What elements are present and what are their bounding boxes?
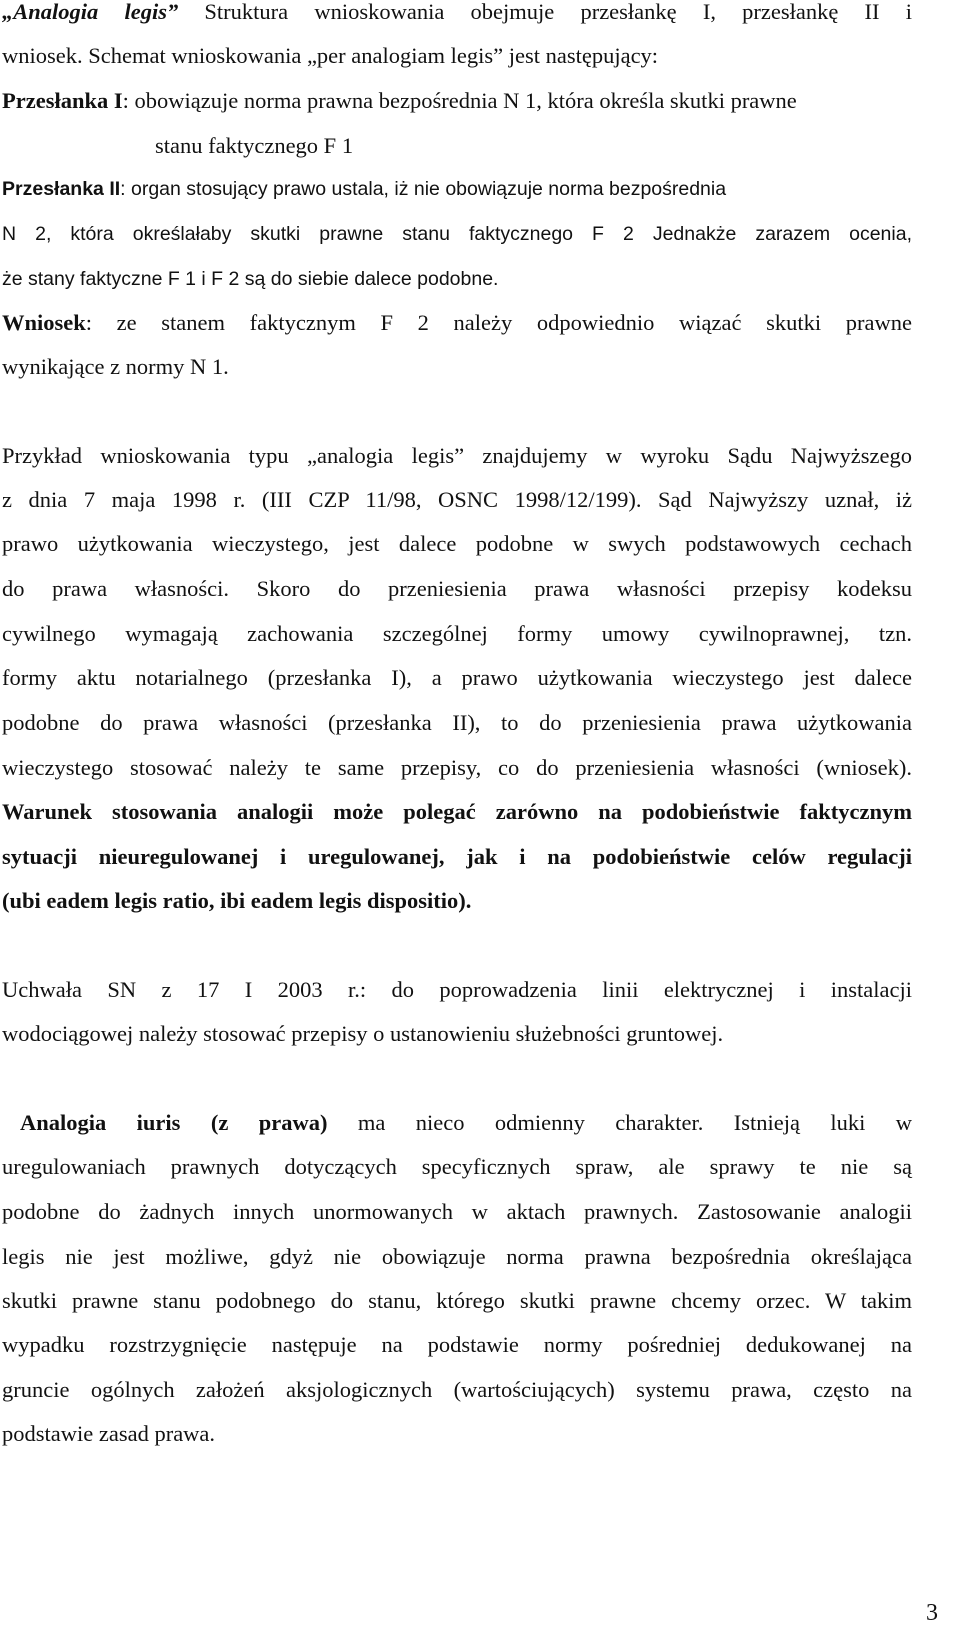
example-line: formy aktu notarialnego (przesłanka I), a prawo użytkowania wieczystego jest dalece [2, 665, 912, 690]
conclusion-line-2: wynikające z normy N 1. [2, 354, 229, 379]
intro-line-1 [2, 0, 912, 27]
example-line: z dnia 7 maja 1998 r. (III CZP 11/98, OSNC 1998/12/199). Sąd Najwyższy uznał, iż [2, 487, 912, 512]
analogia-iuris-term: Analogia iuris (z prawa) [20, 1110, 328, 1135]
premise-1-text-1: : obowiązuje norma prawna bezpośrednia N 1, która określa skutki prawne [122, 88, 797, 113]
analogia-iuris-line: skutki prawne stanu podobnego do stanu, którego skutki prawne chcemy orzec. W takim [2, 1288, 912, 1313]
page-number: 3 [926, 1600, 938, 1626]
example-line: podobne do prawa własności (przesłanka II), to do przeniesienia prawa użytkowania [2, 710, 912, 735]
premise-2-line-1 [2, 174, 912, 204]
resolution-line: Uchwała SN z 17 I 2003 r.: do poprowadzenia linii elektrycznej i instalacji [2, 977, 912, 1002]
analogia-iuris-line: uregulowaniach prawnych dotyczących specyficznych spraw, ale sprawy te nie są [2, 1154, 912, 1179]
premise-2-line-3: że stany faktyczne F 1 i F 2 są do siebie dalece podobne. [2, 268, 499, 290]
analogia-iuris-line-first [20, 1108, 912, 1138]
analogia-iuris-line: legis nie jest możliwe, gdyż nie obowiązuje norma prawna bezpośrednia określająca [2, 1244, 912, 1269]
conclusion-label: Wniosek [2, 310, 86, 335]
example-line: do prawa własności. Skoro do przeniesienia prawa własności przepisy kodeksu [2, 576, 912, 601]
premise-1-label: Przesłanka I [2, 88, 123, 113]
premise-1-line-2: stanu faktycznego F 1 [155, 133, 354, 158]
resolution-line: wodociągowej należy stosować przepisy o ustanowieniu służebności gruntowej. [2, 1021, 724, 1046]
intro-line-2: wniosek. Schemat wnioskowania „per analogiam legis” jest następujący: [2, 43, 659, 68]
analogia-iuris-line: podobne do żadnych innych unormowanych w aktach prawnych. Zastosowanie analogii [2, 1199, 912, 1224]
premise-2-line-2: N 2, która określałaby skutki prawne stanu faktycznego F 2 Jednakże zarazem ocenia, [2, 223, 912, 245]
condition-line: (ubi eadem legis ratio, ibi eadem legis dispositio). [2, 888, 472, 913]
analogia-legis-term: „Analogia legis” [2, 0, 179, 24]
analogia-iuris-line: podstawie zasad prawa. [2, 1421, 216, 1446]
analogia-iuris-line: wypadku rozstrzygnięcie następuje na podstawie normy pośredniej dedukowanej na [2, 1332, 912, 1357]
condition-line: Warunek stosowania analogii może polegać zarówno na podobieństwie faktycznym [2, 799, 912, 824]
premise-2-label: Przesłanka II [2, 178, 121, 200]
analogia-iuris-line: gruncie ogólnych założeń aksjologicznych (wartościujących) systemu prawa, często na [2, 1377, 912, 1402]
example-line: wieczystego stosować należy te same przepisy, co do przeniesienia własności (wniosek). [2, 755, 912, 780]
condition-line: sytuacji nieuregulowanej i uregulowanej, jak i na podobieństwie celów regulacji [2, 844, 912, 869]
example-line: cywilnego wymagają zachowania szczególnej formy umowy cywilnoprawnej, tzn. [2, 621, 912, 646]
analogia-iuris-first-rest: ma nieco odmienny charakter. Istnieją luki w [327, 1110, 912, 1135]
intro-rest-1: Struktura wnioskowania obejmuje przesłankę I, przesłankę II i [178, 0, 912, 24]
premise-1-line-1 [2, 86, 912, 116]
conclusion-text-1: : ze stanem faktycznym F 2 należy odpowiednio wiązać skutki prawne [85, 310, 912, 335]
premise-2-text-1: : organ stosujący prawo ustala, iż nie obowiązuje norma bezpośrednia [120, 178, 727, 200]
conclusion-line-1 [2, 308, 912, 338]
example-line: prawo użytkowania wieczystego, jest dalece podobne w swych podstawowych cechach [2, 531, 912, 556]
example-line: Przykład wnioskowania typu „analogia legis” znajdujemy w wyroku Sądu Najwyższego [2, 443, 912, 468]
